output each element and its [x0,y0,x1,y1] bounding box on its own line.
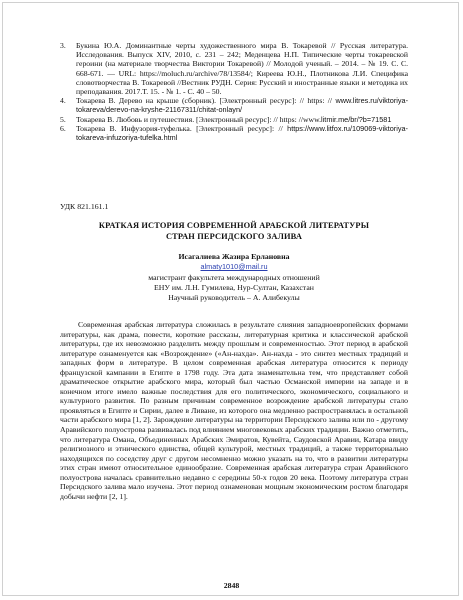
reference-link[interactable]: https://www.litfox.ru/109069-viktoriya-tokareva-infuzoriya-tufelka.html [76,123,408,143]
author-affiliation: ЕНУ им. Л.Н. Гумилева, Нур-Султан, Казахстан [154,282,314,292]
reference-text: Токарева В. Инфузория-туфелька. [Электронный ресурс]: // [76,123,283,133]
reference-item [60,115,408,124]
author-email-link[interactable]: almaty1010@mail.ru [200,262,268,272]
reference-text: Токарева В. Любовь и путешествия. [Электронный ресурс]: // https: //www. [76,114,322,124]
reference-link[interactable]: www.litres.ru/viktoriya-tokareva/derevo-na-kryshe-21167311/chitat-onlayn/ [76,96,409,115]
reference-text: Букина Ю.А. Доминантные черты художественного мира В. Токаревой // Русская литература. Исследования. Выпуск XIV, 2010, с. 231 – 242; Меденцева Н.П. Типические черты токаревской героини (на материале творчества Виктории Токаревой) // Молодой ученый. – 2014. – № 19. С. С. 668-671. — URL: https://moluch.ru/archive/78/13584/; Киреева Ю.Н., Плотникова Л.И. Специфика словотворчества В. Токаревой //Вестник РУДН. Серия: Русский и иностранные языки и методика их преподавания. 2017.Т. 15. - № 1. - С. 40 – 50. [76,41,408,97]
reference-list [60,41,408,142]
article-title [60,220,408,242]
reference-number: 3. [60,41,66,50]
reference-link[interactable]: litmir.me/br/?b=71581 [321,114,392,124]
reference-number: 6. [60,123,66,133]
reference-number: 4. [60,96,66,106]
supervisor: Научный руководитель – А. Алибекулы [168,293,300,303]
title-line: СТРАН ПЕРСИДСКОГО ЗАЛИВА [165,232,303,241]
reference-number: 5. [60,114,66,124]
author-position: магистрант факультета международных отношений [148,272,320,282]
reference-item [60,41,408,96]
author-block [60,252,408,303]
author-name: Исагалиева Жазира Ерлановна [178,252,290,261]
udk-code: УДК 821.161.1 [60,202,109,211]
reference-item [60,124,408,142]
title-line: КРАТКАЯ ИСТОРИЯ СОВРЕМЕННОЙ АРАБСКОЙ ЛИТЕРАТУРЫ [98,221,370,230]
body-paragraph: Современная арабская литература сложилась в результате слияния западноевропейских формами литературы, как драма, повести, короткие рассказы, литературная критика и классической арабской литературы, где их невозможно разделить между прошлым и современностью. Этот период в арабской литературе ознаменуется как «Возрождение» («Ан-нахда». Ан-нахда - это синтез местных традиций и западных форм в литературе. В целом современная арабская литература относится к периоду французской кампании в Египте в 1798 году. Эта дата знаменательна тем, что представляет собой драматическое открытие арабского мира, который был частью Османской империи на западе и в конечном итоге имело важные последствия для его политического, экономического, социального и культурного развития. По разным причинам современное возрождение арабской литературы стало проявляться в Египте и Сирии, далее в Ливане, из которого она медленно распространялась в остальной части арабского мира [1, 2]. Зарождение литературы на территории Персидского залива или по - другому Аравийского полуострова развивалась под влиянием многовековых арабских традиции. Важно отметить, что литература Омана, Объединенных Арабских Эмиратов, Кувейта, Саудовской Аравии, Катара ввиду религиозного и этнического единства, общей культурой, местных традиций, а также территориально находящихся по соседству друг с другом несомненно можно указать на то, что в развитии литературы этих стран имеют относительное единообразие. Современная арабская литература стран Аравийского полуострова началась сравнительно недавно с середины 50-х годов 20 века. Поэтому литература стран Персидского залива мало изучена. Этот период ознаменован мощным экономическим ростом благодаря добычи нефти [2, 1]. [60,320,409,501]
reference-item [60,96,408,114]
page-number: 2848 [223,581,240,590]
reference-text: Токарева В. Дерево на крыше (сборник). [Электронный ресурс]: // https: // [76,96,333,106]
